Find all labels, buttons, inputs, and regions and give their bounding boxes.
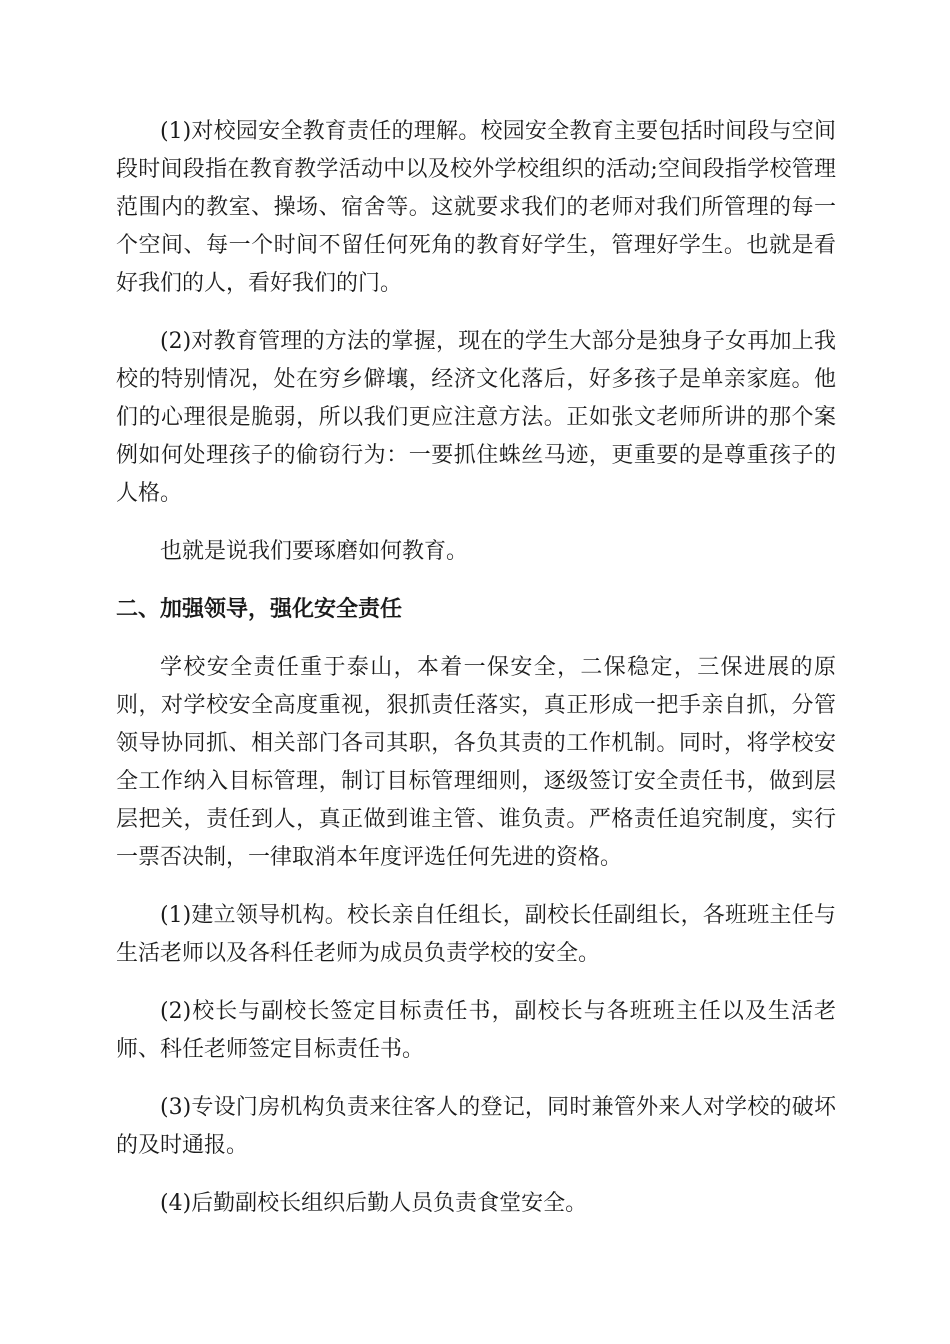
paragraph-responsibility-agreements: (2)校长与副校长签定目标责任书，副校长与各班班主任以及生活老师、科任老师签定目标责任书。 <box>116 999 836 1062</box>
paragraph-gatehouse: (3)专设门房机构负责来往客人的登记，同时兼管外来人对学校的破坏的及时通报。 <box>116 1095 836 1158</box>
section-heading: 二、加强领导，强化安全责任 <box>116 597 403 622</box>
paragraph-safety-responsibility: 学校安全责任重于泰山，本着一保安全，二保稳定，三保进展的原则，对学校安全高度重视，狠抓责任落实，真正形成一把手亲自抓，分管领导协同抓、相关部门各司其职，各负其责的工作机制。同时，将学校安全工作纳入目标管理，制订目标管理细则，逐级签订安全责任书，做到层层把关，责任到人，真正做到谁主管、谁负责。严格责任追究制度，实行一票否决制，一律取消本年度评选任何先进的资格。 <box>116 655 836 870</box>
paragraph-how-to-educate: 也就是说我们要琢磨如何教育。 <box>160 539 469 564</box>
paragraph-management-methods: (2)对教育管理的方法的掌握，现在的学生大部分是独身子女再加上我校的特别情况，处在穷乡僻壤，经济文化落后，好多孩子是单亲家庭。他们的心理很是脆弱，所以我们更应注意方法。正如张文老师所讲的那个案例如何处理孩子的偷窃行为：一要抓住蛛丝马迹，更重要的是尊重孩子的人格。 <box>116 329 836 506</box>
paragraph-canteen-safety: (4)后勤副校长组织后勤人员负责食堂安全。 <box>160 1191 588 1216</box>
paragraph-leadership-organization: (1)建立领导机构。校长亲自任组长，副校长任副组长，各班班主任与生活老师以及各科任老师为成员负责学校的安全。 <box>116 903 836 966</box>
document-body <box>116 113 836 1243</box>
paragraph-understanding-responsibility: (1)对校园安全教育责任的理解。校园安全教育主要包括时间段与空间段时间段指在教育教学活动中以及校外学校组织的活动;空间段指学校管理范围内的教室、操场、宿舍等。这就要求我们的老师对我们所管理的每一个空间、每一个时间不留任何死角的教育好学生，管理好学生。也就是看好我们的人，看好我们的门。 <box>116 119 836 296</box>
